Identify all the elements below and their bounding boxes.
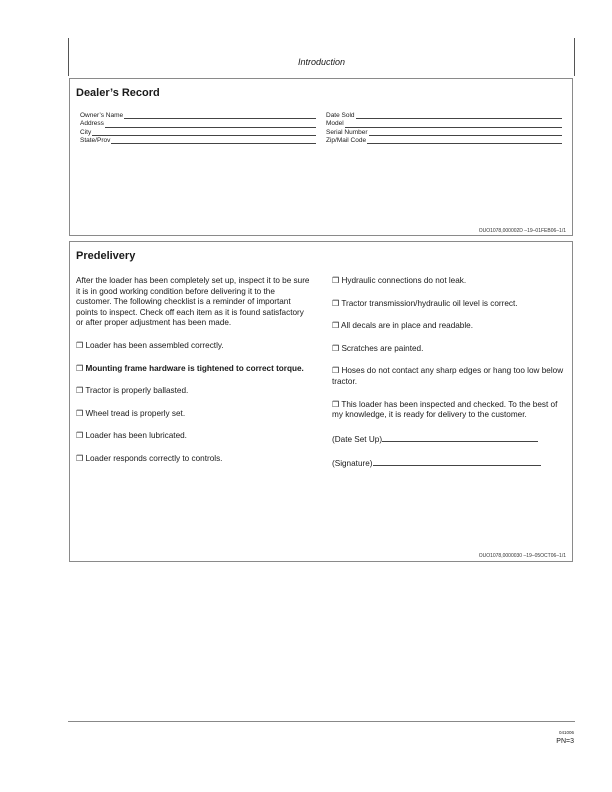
- checklist-item-text: Loader responds correctly to controls.: [85, 453, 223, 463]
- predelivery-title: Predelivery: [76, 250, 136, 262]
- write-line: [92, 135, 316, 136]
- checklist-item: [76, 454, 310, 465]
- checklist-item-text: Loader has been assembled correctly.: [85, 340, 224, 350]
- checkbox-icon[interactable]: ❒: [76, 340, 84, 350]
- dealers-record-left-fields: [80, 112, 316, 145]
- checklist-item-text: Mounting frame hardware is tightened to correct torque.: [85, 363, 304, 373]
- checklist-item: [76, 364, 310, 375]
- checkbox-icon[interactable]: ❒: [332, 298, 340, 308]
- predelivery-right-column: [332, 276, 566, 482]
- checkbox-icon[interactable]: ❒: [76, 453, 84, 463]
- field-label: Address: [80, 120, 104, 128]
- footer-code: 041006: [558, 730, 574, 735]
- predelivery-panel: [69, 241, 573, 562]
- write-line: [105, 127, 316, 128]
- section-header: Introduction: [297, 57, 346, 67]
- checkbox-icon[interactable]: ❒: [76, 386, 84, 396]
- footer-divider: [68, 721, 575, 722]
- checkbox-icon[interactable]: ❒: [76, 363, 84, 373]
- field-label: Model: [326, 120, 344, 128]
- checklist-item: [76, 341, 310, 352]
- model-field[interactable]: [326, 120, 562, 128]
- dealers-record-title: Dealer’s Record: [76, 87, 160, 99]
- predelivery-left-column: [76, 276, 310, 477]
- checklist-item: [76, 409, 310, 420]
- checkbox-icon[interactable]: ❒: [76, 408, 84, 418]
- checklist-item-text: This loader has been inspected and checked. To the best of my knowledge, it is ready for delivery to the customer.: [332, 399, 558, 420]
- write-line: [369, 135, 562, 136]
- checkbox-icon[interactable]: ❒: [332, 366, 340, 376]
- checkbox-icon[interactable]: ❒: [332, 276, 340, 285]
- checkbox-icon[interactable]: ❒: [332, 343, 340, 353]
- state-prov-field[interactable]: [80, 137, 316, 145]
- serial-number-field[interactable]: [326, 129, 562, 137]
- signature-line: [373, 457, 541, 466]
- checklist-item: [76, 431, 310, 442]
- signature-field[interactable]: [332, 457, 566, 470]
- field-label: Zip/Mail Code: [326, 136, 367, 144]
- checklist-item: [332, 344, 566, 355]
- checkbox-icon[interactable]: ❒: [332, 399, 340, 409]
- write-line: [367, 143, 562, 144]
- checklist-item-text: Hoses do not contact any sharp edges or hang too low below tractor.: [332, 366, 564, 386]
- checklist-item: [332, 366, 566, 387]
- predelivery-intro: After the loader has been completely set up, inspect it to be sure it is in good working condition before delivering it to the customer. The following checklist is a reminder of important points to inspect. Check off each item as it is found satisfactory or after proper adjustment has been made.: [76, 276, 310, 328]
- checklist-item: [332, 299, 566, 310]
- city-field[interactable]: [80, 129, 316, 137]
- date-set-up-line: [382, 433, 538, 442]
- field-label: City: [80, 128, 92, 136]
- checklist-item-text: Tractor is properly ballasted.: [85, 386, 189, 396]
- field-label: Serial Number: [326, 128, 368, 136]
- checkbox-icon[interactable]: ❒: [332, 321, 340, 331]
- write-line: [124, 118, 316, 119]
- address-field[interactable]: [80, 120, 316, 128]
- write-line: [356, 118, 562, 119]
- page-number: PN=3: [556, 738, 574, 745]
- owner-name-field[interactable]: [80, 112, 316, 120]
- field-label: State/Prov: [80, 136, 111, 144]
- checklist-item: [332, 321, 566, 332]
- date-sold-field[interactable]: [326, 112, 562, 120]
- checklist-item-text: Wheel tread is properly set.: [85, 408, 186, 418]
- checklist-item-text: Hydraulic connections do not leak.: [341, 276, 467, 285]
- field-label: Date Sold: [326, 112, 355, 119]
- date-set-up-field[interactable]: [332, 433, 566, 446]
- dealers-record-right-fields: [326, 112, 562, 145]
- checklist-item: [332, 400, 566, 421]
- checklist-item: [76, 386, 310, 397]
- checkbox-icon[interactable]: ❒: [76, 431, 84, 441]
- predelivery-reference-code: OUO1078,0000030 –19–05OCT06–1/1: [478, 553, 566, 559]
- write-line: [111, 143, 316, 144]
- zip-mail-code-field[interactable]: [326, 137, 562, 145]
- checklist-item-text: Loader has been lubricated.: [85, 431, 187, 441]
- field-label: Owner’s Name: [80, 112, 124, 119]
- dealers-record-reference-code: OUO1078,000002D –19–01FEB06–1/1: [478, 228, 566, 234]
- signature-label: (Signature): [332, 459, 373, 469]
- date-set-up-label: (Date Set Up): [332, 434, 383, 444]
- checklist-item-text: Scratches are painted.: [341, 343, 424, 353]
- dealers-record-panel: [69, 78, 573, 236]
- checklist-item: [332, 276, 566, 287]
- checklist-item-text: Tractor transmission/hydraulic oil level is correct.: [341, 298, 518, 308]
- checklist-item-text: All decals are in place and readable.: [341, 321, 473, 331]
- write-line: [345, 127, 562, 128]
